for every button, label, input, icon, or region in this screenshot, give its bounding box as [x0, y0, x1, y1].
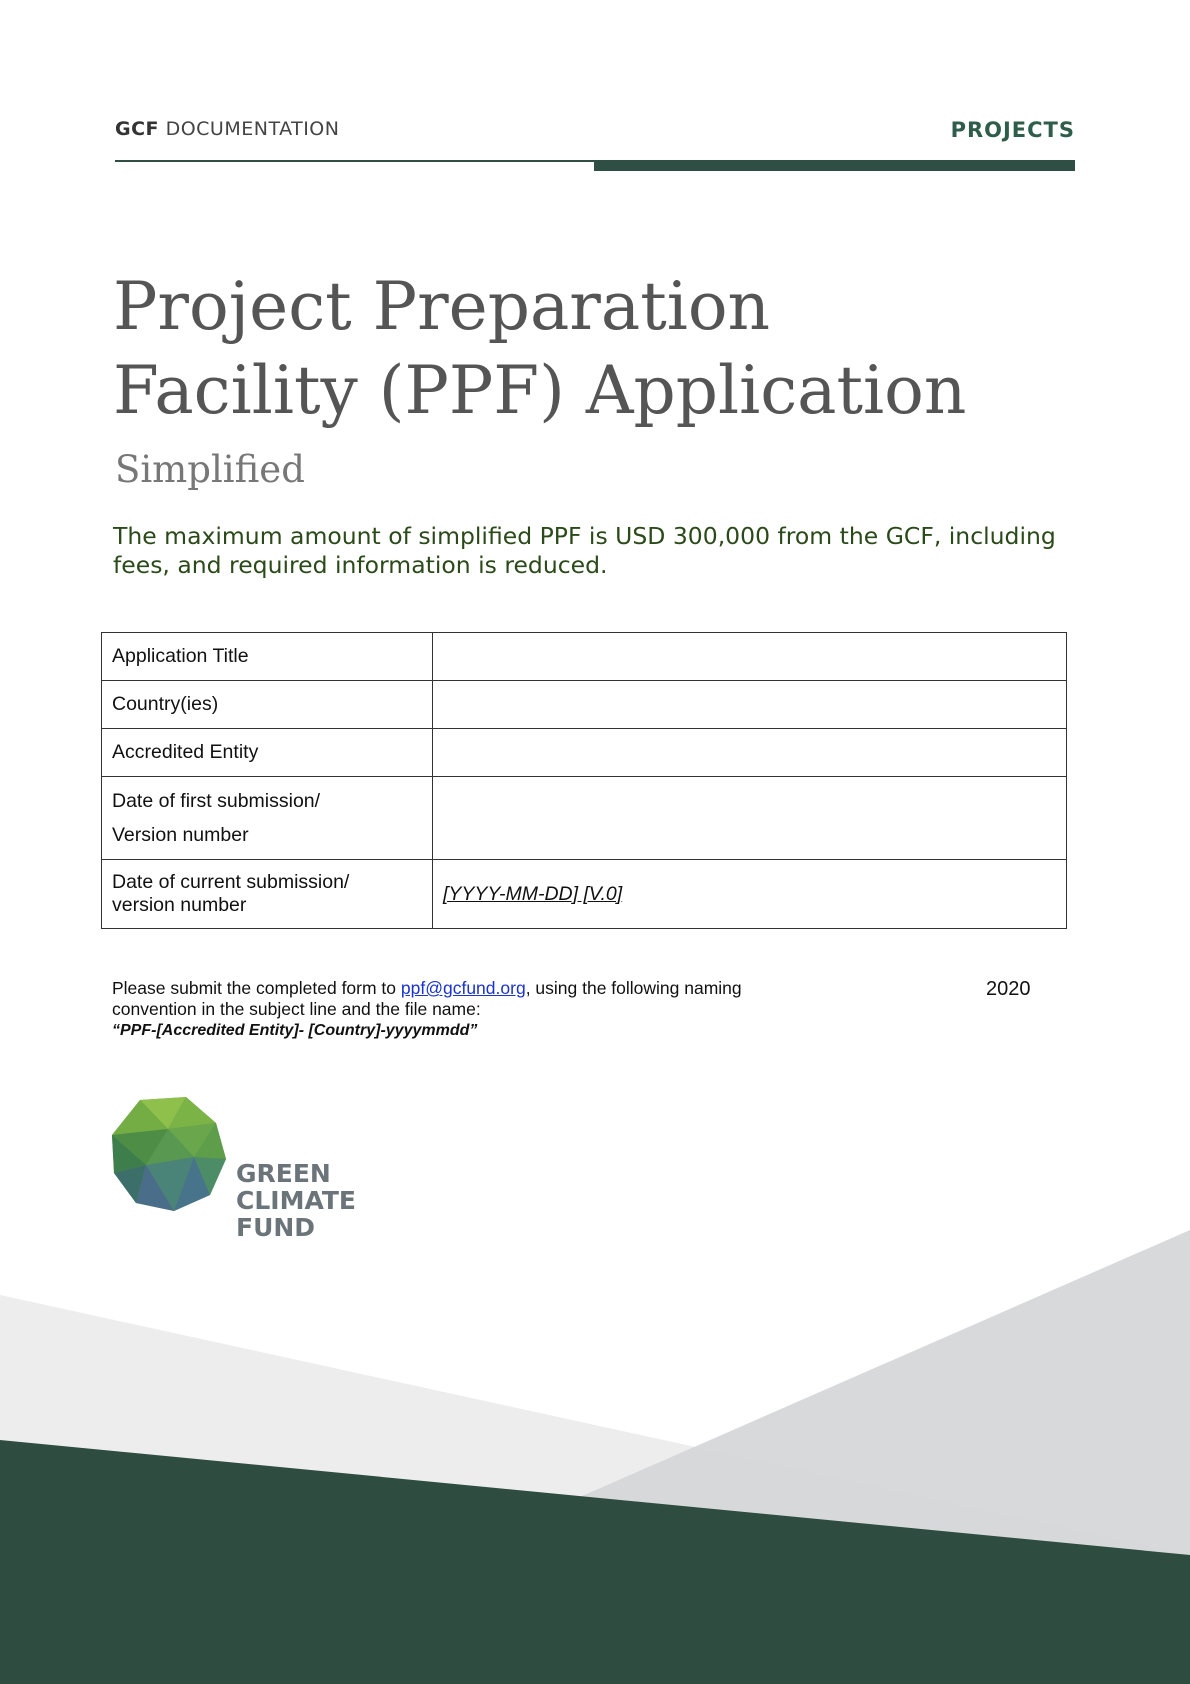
header-brand-bold: GCF: [115, 118, 160, 140]
header-rule-thick: [594, 160, 1075, 171]
label-accredited-entity: Accredited Entity: [102, 729, 433, 777]
label-first-submission-line-2: Version number: [112, 824, 249, 846]
table-row: [102, 729, 1067, 777]
label-first-submission: [102, 777, 433, 860]
header-section: PROJECTS: [950, 118, 1075, 142]
label-current-submission: [102, 860, 433, 929]
field-accredited-entity[interactable]: [433, 729, 1067, 777]
label-current-submission-line-1: Date of current submission/: [112, 871, 350, 893]
field-countries[interactable]: [433, 681, 1067, 729]
table-row: [102, 860, 1067, 929]
label-application-title: Application Title: [102, 633, 433, 681]
field-first-submission[interactable]: [433, 777, 1067, 860]
header-brand-rest: DOCUMENTATION: [159, 118, 340, 140]
date-version-placeholder: [YYYY-MM-DD] [V.0]: [443, 882, 623, 905]
label-current-submission-line-2: version number: [112, 894, 247, 916]
application-info-table: [101, 632, 1067, 929]
email-link[interactable]: ppf@gcfund.org: [400, 978, 526, 998]
document-year: 2020: [986, 978, 1031, 1000]
header-brand: [115, 118, 339, 140]
submission-text-1: Please submit the completed form to: [112, 978, 401, 998]
page-title: [113, 265, 1113, 433]
field-current-submission[interactable]: [433, 860, 1067, 929]
decorative-footer-shapes: [0, 1200, 1190, 1684]
logo-line-3: FUND: [236, 1213, 316, 1242]
table-row: [102, 681, 1067, 729]
field-application-title[interactable]: [433, 633, 1067, 681]
naming-convention: “PPF-[Accredited Entity]- [Country]-yyyymmdd”: [112, 1022, 478, 1039]
title-line-2: Facility (PPF) Application: [113, 352, 967, 429]
submission-instructions: [112, 978, 812, 1041]
label-first-submission-line-1: Date of first submission/: [112, 790, 321, 812]
logo-line-2: CLIMATE: [236, 1186, 356, 1215]
title-line-1: Project Preparation: [113, 268, 771, 345]
submission-text-2: , using the following naming convention in the subject line and the file name:: [112, 978, 742, 1019]
intro-text: The maximum amount of simplified PPF is USD 300,000 from the GCF, including fees, and required information is reduced.: [113, 522, 1056, 579]
green-climate-fund-logo-icon: [110, 1095, 230, 1215]
table-row: [102, 777, 1067, 860]
page-subtitle: Simplified: [115, 448, 305, 491]
table-row: [102, 633, 1067, 681]
logo-line-1: GREEN: [236, 1159, 331, 1188]
label-countries: Country(ies): [102, 681, 433, 729]
